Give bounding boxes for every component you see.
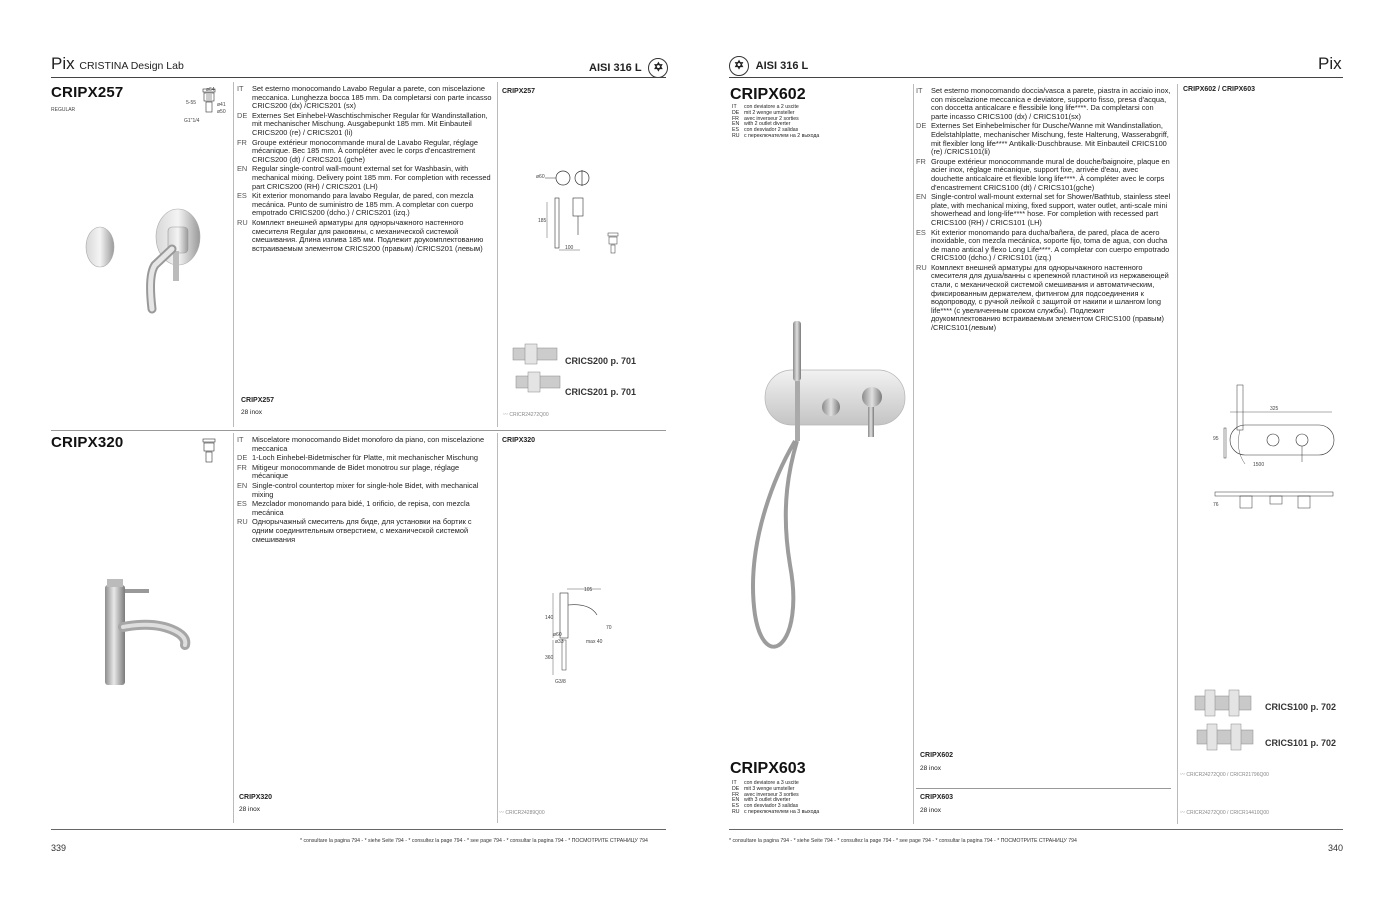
- lang-code: ES: [732, 127, 739, 134]
- lang-code: DE: [237, 110, 248, 120]
- lang-code: ES: [237, 191, 247, 201]
- column-divider: [497, 82, 498, 427]
- page-number: 339: [51, 843, 67, 853]
- description-block: [237, 436, 492, 545]
- accessory-code: [1180, 809, 1269, 816]
- accessory-code: [503, 411, 549, 418]
- desc-text: Однорычажный смеситель для биде, для установки на бортик с одним соединительным отверстием, с механической системой смешивания: [252, 517, 472, 544]
- lang-code: RU: [916, 262, 927, 272]
- lang-code: EN: [237, 480, 248, 490]
- accessory-label: CRICR24289Q00: [505, 810, 545, 816]
- lang-code: EN: [732, 121, 740, 128]
- lang-code: DE: [732, 109, 740, 116]
- dim-label: 360: [545, 655, 554, 661]
- option-row: [732, 134, 902, 140]
- finish-code: CRIPX603: [920, 794, 954, 801]
- right-brand: Pix: [1318, 54, 1342, 73]
- desc-row: [916, 229, 1172, 263]
- option-row: [732, 810, 902, 816]
- desc-row: [237, 219, 492, 253]
- desc-text: Miscelatore monocomando Bidet monoforo da piano, con miscelazione meccanica: [252, 435, 485, 453]
- accessory-label: CRICR24272Q00 / CRICR14410Q00: [1186, 810, 1269, 816]
- option-text: con deviatore a 2 uscite: [744, 104, 799, 110]
- dim-label: ø50: [217, 109, 226, 115]
- option-text: with 3 outlet diverter: [744, 797, 791, 804]
- recessed-part-ref[interactable]: CRICS101 p. 702: [1265, 738, 1337, 748]
- dim-label: 95: [1213, 436, 1219, 442]
- lang-code: IT: [237, 435, 244, 444]
- dim-label: 105: [584, 587, 593, 593]
- lang-code: FR: [237, 462, 247, 472]
- section-divider: [51, 430, 666, 431]
- option-text: с переключателем на 3 выхода: [744, 808, 820, 815]
- recessed-part-ref[interactable]: CRICS200 p. 701: [565, 356, 637, 366]
- footer-rule: [729, 829, 1343, 830]
- desc-text: Groupe extérieur monocommande mural de douche/baignoire, plaque en acier inox, réglage mécanique, support fixe, arrivée d'eau, avec douchette anticalcaire et flexible long life****. À compléter avec le corps d'encastrement CRICS100 (dt) / CRICS101(gche): [931, 156, 1170, 192]
- column-divider: [497, 433, 498, 823]
- diverter-options: [732, 781, 902, 816]
- waste-drain-icon: [598, 230, 628, 260]
- desc-row: [237, 436, 492, 453]
- desc-text: Groupe extérieur monocommande mural de Lavabo Regular, réglage mécanique. Bec 185 mm. À compléter avec le corps d'encastrement CRICS200 (dt) / CRICS201 (gche): [252, 137, 478, 164]
- lang-code: IT: [732, 104, 737, 110]
- left-material: [589, 58, 668, 78]
- waste-drain-icon: [185, 435, 230, 475]
- finish-code: CRIPX320: [239, 794, 273, 801]
- finish-label: 28 inox: [239, 806, 260, 813]
- right-header-rule: [729, 77, 1343, 78]
- left-brand: Pix: [51, 54, 75, 73]
- desc-row: [237, 139, 492, 165]
- lang-code: FR: [237, 137, 247, 147]
- desc-text: Комплект внешней арматуры для однорычажного настенного смесителя Regular для раковины, с механической системой смешивания. Длина излива 185 мм. Подлежит доукомплектованию встраиваемым элементом CRICS200 (правым) /CRICS201 (левым): [252, 217, 484, 253]
- recessed-body-photo: [514, 370, 564, 394]
- finish-label: 28 inox: [241, 409, 262, 416]
- desc-row: [916, 264, 1172, 333]
- right-material: [729, 56, 808, 76]
- desc-row: [237, 482, 492, 499]
- option-text: avec inverseur 2 sorties: [744, 115, 799, 122]
- left-material-label: AISI 316 L: [589, 62, 642, 74]
- desc-row: [237, 192, 492, 218]
- drawing-title: CRIPX320: [502, 437, 536, 444]
- desc-row: [916, 122, 1172, 156]
- accessory-label: CRICR24272Q00 / CRICR21796Q00: [1186, 772, 1269, 778]
- lang-code: EN: [916, 192, 927, 202]
- option-text: con deviatore a 3 uscite: [744, 780, 799, 786]
- desc-row: [916, 158, 1172, 192]
- desc-row: [237, 454, 492, 463]
- dim-label: ø33: [555, 639, 564, 645]
- lang-code: FR: [916, 156, 926, 166]
- lang-code: IT: [237, 84, 244, 93]
- finish-code: CRIPX602: [920, 752, 954, 759]
- option-text: con desviador 3 salidas: [744, 803, 799, 810]
- desc-text: Single-control countertop mixer for single-hole Bidet, with mechanical mixing: [252, 480, 479, 499]
- desc-text: Kit exterior monomando para lavabo Regular, de pared, con mezcla mecánica. Punto de suministro de 185 mm. A completar con cuerpo empotrado CRICS200 (dcho.) / CRICS201 (izq.): [252, 191, 474, 218]
- lang-code: EN: [732, 797, 740, 804]
- finish-label: 28 inox: [920, 765, 941, 772]
- technical-drawing: [1210, 380, 1335, 520]
- lang-code: RU: [732, 808, 740, 815]
- shower-accessory-icon: 〰: [1180, 772, 1186, 778]
- desc-row: [237, 85, 492, 111]
- desc-row: [916, 87, 1172, 121]
- right-material-label: AISI 316 L: [755, 60, 809, 72]
- desc-row: [916, 193, 1172, 227]
- product-variant: REGULAR: [51, 107, 76, 113]
- dim-label: 70: [606, 625, 612, 631]
- desc-text: Single-control wall-mount external set for Shower/Bathtub, stainless steel plate, with mechanical mixing, fixed support, water outlet, anti-scale mini showerhead and long-life**** hose. For completion with recessed part CRICS100 (RH) / CRICS101 (LH): [931, 192, 1171, 227]
- footer-note: * consultare la pagina 794 - * siehe Seite 794 - * consultez la page 794 - * see page 794 - * consultar la pagina 794 - * ПОСМОТРИТЕ СТРАНИЦУ 794: [300, 838, 648, 844]
- lang-code: ES: [732, 803, 739, 810]
- desc-text: Mezclador monomando para bidé, 1 orificio, de repisa, con mezcla mecánica: [252, 499, 470, 517]
- lang-code: ES: [916, 227, 926, 237]
- lang-code: FR: [732, 115, 739, 122]
- lang-code: FR: [732, 791, 739, 798]
- option-text: mit 2 wenge umsteller: [744, 109, 795, 116]
- dim-label: 140: [545, 615, 554, 621]
- desc-row: [237, 464, 492, 481]
- lang-code: ES: [237, 499, 247, 509]
- product-code: CRIPX320: [51, 434, 124, 451]
- dim-label: 1500: [1253, 462, 1265, 468]
- page-number: 340: [1328, 843, 1344, 853]
- column-divider: [233, 433, 234, 823]
- desc-text: 1-Loch Einhebel-Bidetmischer für Platte, mit mechanischer Mischung: [252, 453, 478, 463]
- star-icon: ✡: [729, 56, 749, 76]
- dim-label: G3/8: [555, 679, 566, 685]
- dim-label: 325: [1270, 406, 1279, 412]
- dim-label: 5-55: [186, 100, 197, 106]
- lang-code: EN: [237, 164, 248, 174]
- footer-note: * consultare la pagina 794 - * siehe Seite 794 - * consultez la page 794 - * see page 794 - * consultar la pagina 794 - * ПОСМОТРИТЕ СТРАНИЦУ 794: [729, 838, 1077, 844]
- lang-code: RU: [237, 217, 248, 227]
- shower-accessory-icon: 〰: [1180, 810, 1186, 816]
- column-divider: [913, 84, 914, 824]
- recessed-body-photo: [1195, 722, 1257, 752]
- description-block: [916, 87, 1172, 334]
- option-text: with 2 outlet diverter: [744, 121, 791, 128]
- left-designer: CRISTINA Design Lab: [79, 60, 184, 72]
- dim-label: ø60: [553, 632, 562, 638]
- accessory-label: CRICR24272Q00: [509, 412, 549, 418]
- shower-accessory-icon: 〰: [499, 810, 505, 816]
- column-divider: [233, 82, 234, 427]
- desc-text: Mitigeur monocommande de Bidet monotrou sur plage, réglage mécanique: [252, 462, 460, 481]
- left-brand-header: [51, 54, 184, 74]
- option-text: con desviador 2 salidas: [744, 127, 799, 134]
- lang-code: RU: [732, 132, 740, 139]
- dim-label: ø60: [536, 174, 545, 180]
- dim-label: G1"1/4: [184, 118, 200, 124]
- star-icon: ✡: [648, 58, 668, 78]
- product-photo-shower-set: [735, 315, 910, 675]
- desc-text: Kit exterior monomando para ducha/bañera, de pared, placa de acero inoxidable, con mezcla mecánica, soporte fijo, toma de agua, con ducha de mano antical y flexo Long Life****. A completar con cuerpo empotrado CRICS100 (dcho.) / CRICS101 (izq.): [931, 227, 1170, 263]
- description-block: [237, 85, 492, 254]
- lang-code: RU: [237, 517, 248, 527]
- drawing-title: CRIPX257: [502, 88, 536, 95]
- lang-code: DE: [237, 453, 248, 463]
- option-text: avec inverseur 3 sorties: [744, 791, 799, 798]
- desc-text: Externes Set Einhebelmischer für Dusche/Wanne mit Wandinstallation, Edelstahlplatte, mechanischer Mischung, feste Halterung, Wasserabgriff, mit flexibler long life**** Antikalk-Duschbrause. Mit Einbauteil CRICS100 (re) /CRICS101(li): [931, 121, 1169, 157]
- desc-text: Set esterno monocomando Lavabo Regular a parete, con miscelazione meccanica. Lunghezza bocca 185 mm. Da completarsi con parte incasso CRICS200 (dx) /CRICS201 (sx): [252, 84, 492, 111]
- dim-label: 100: [565, 245, 574, 251]
- shower-accessory-icon: 〰: [503, 412, 509, 418]
- recessed-part-ref[interactable]: CRICS201 p. 701: [565, 387, 637, 397]
- finish-code: CRIPX257: [241, 397, 275, 404]
- product-photo-bidet-mixer: [95, 575, 195, 690]
- finish-label: 28 inox: [920, 807, 941, 814]
- section-divider: [916, 788, 1171, 789]
- dim-label: 76: [1213, 502, 1219, 508]
- desc-text: Set esterno monocomando doccia/vasca a parete, piastra in acciaio inox, con miscelazione meccanica e deviatore, supporto fisso, presa d'acqua, con doccetta anticalcare e flessibile long life****. Da completarsi con parte incasso CRICS100 (dx) / CRICS101(sx): [931, 86, 1171, 121]
- option-text: с переключателем на 2 выхода: [744, 132, 820, 139]
- product-photo-wall-basin-mixer: [80, 205, 230, 320]
- option-text: mit 3 wenge umsteller: [744, 785, 795, 792]
- column-divider: [1177, 84, 1178, 824]
- recessed-body-photo: [511, 342, 561, 366]
- desc-text: Regular single-control wall-mount external set for Washbasin, with mechanical mixing. Delivery point 185 mm. For completion with recessed part CRICS200 (RH) / CRICS201 (LH): [252, 164, 491, 191]
- diverter-options: [732, 105, 902, 140]
- dim-label: ø64: [206, 87, 215, 93]
- recessed-body-photo: [1193, 688, 1255, 718]
- desc-row: [237, 518, 492, 544]
- lang-code: DE: [916, 121, 927, 131]
- desc-text: Externes Set Einhebel-Waschtischmischer Regular für Wandinstallation, mit mechanischer Mischung. Ausgabepunkt 185 mm. Mit Einbauteil CRICS200 (re) / CRICS201 (li): [252, 110, 488, 137]
- recessed-part-ref[interactable]: CRICS100 p. 702: [1265, 702, 1337, 712]
- left-header-rule: [51, 77, 666, 78]
- desc-text: Комплект внешней арматуры для однорычажного настенного смесителя для душа/ванны с крепежной пластиной из нержавеющей стали, с механической системой смешивания и автоматическим, фиксированным держателем, фитингом для подсоединения к водопроводу, с ручной лейкой с защитой от накипи и шлангом long life**** (с увеличенным сроком службы). Подлежит доукомплектованию встраиваемым элементом CRICS100 (правым) /CRICS101(левым): [931, 262, 1169, 333]
- drawing-title: CRIPX602 / CRIPX603: [1183, 86, 1255, 93]
- lang-code: IT: [732, 780, 737, 786]
- product-code: CRIPX603: [730, 760, 806, 777]
- accessory-code: [1180, 771, 1269, 778]
- accessory-code: [499, 809, 545, 816]
- desc-row: [237, 500, 492, 517]
- dim-label: max 40: [586, 639, 603, 645]
- lang-code: DE: [732, 785, 740, 792]
- footer-rule: [51, 829, 666, 830]
- desc-row: [237, 165, 492, 191]
- product-code: CRIPX602: [730, 86, 806, 103]
- product-code: CRIPX257: [51, 84, 124, 101]
- desc-row: [237, 112, 492, 138]
- dim-label: 185: [538, 218, 547, 224]
- lang-code: IT: [916, 86, 923, 95]
- dim-label: ø41: [217, 102, 226, 108]
